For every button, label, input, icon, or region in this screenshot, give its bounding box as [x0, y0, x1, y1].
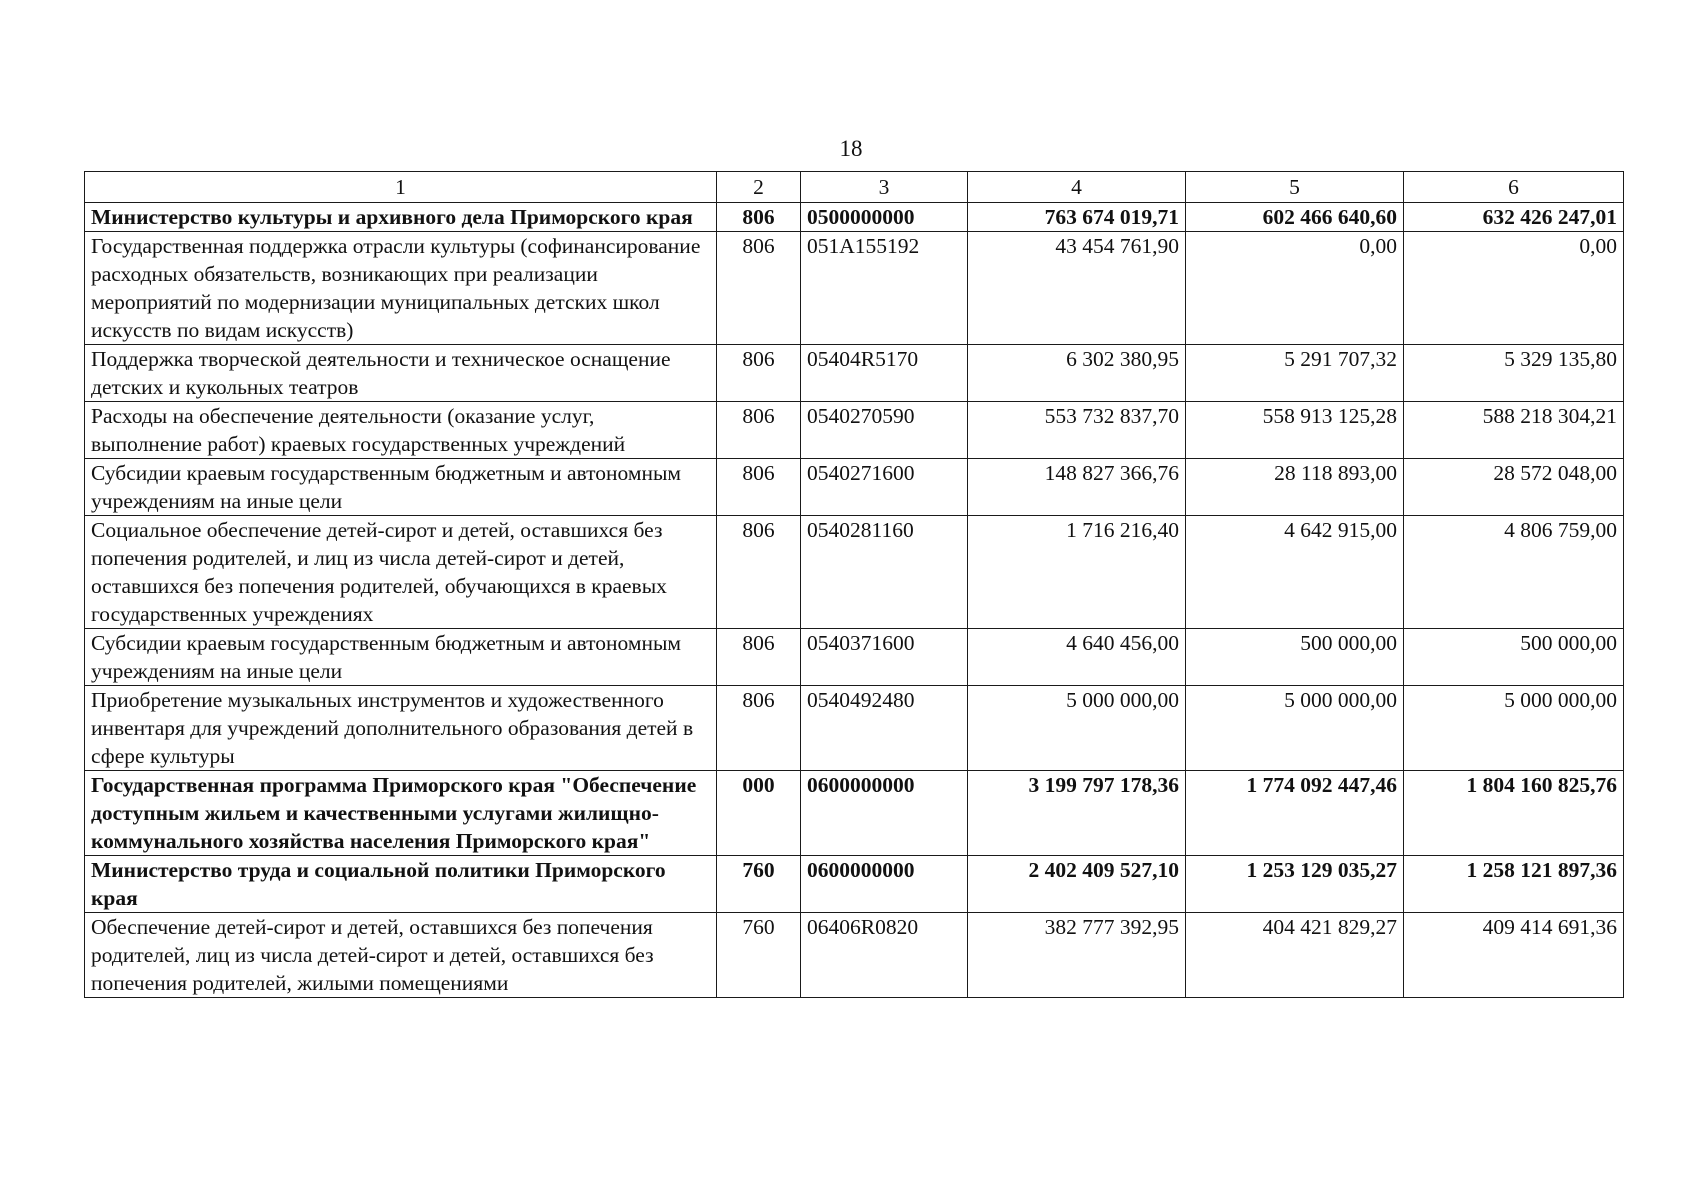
row-ved-code: 806 — [717, 203, 801, 232]
row-amount-year2: 602 466 640,60 — [1186, 203, 1404, 232]
row-ved-code: 760 — [717, 856, 801, 913]
row-amount-year1: 763 674 019,71 — [968, 203, 1186, 232]
row-amount-year2: 404 421 829,27 — [1186, 913, 1404, 998]
row-csr-code: 06406R0820 — [801, 913, 968, 998]
table-row — [85, 459, 1624, 516]
row-amount-year1: 2 402 409 527,10 — [968, 856, 1186, 913]
row-name: Субсидии краевым государственным бюджетным и автономным учреждениям на иные цели — [85, 629, 717, 686]
row-name: Министерство культуры и архивного дела Приморского края — [85, 203, 717, 232]
row-amount-year2: 4 642 915,00 — [1186, 516, 1404, 629]
row-amount-year2: 0,00 — [1186, 232, 1404, 345]
row-name: Приобретение музыкальных инструментов и художественного инвентаря для учреждений дополнительного образования детей в сфере культуры — [85, 686, 717, 771]
budget-table — [84, 171, 1624, 998]
row-csr-code: 0540281160 — [801, 516, 968, 629]
row-amount-year3: 28 572 048,00 — [1404, 459, 1624, 516]
row-name: Субсидии краевым государственным бюджетным и автономным учреждениям на иные цели — [85, 459, 717, 516]
row-amount-year1: 4 640 456,00 — [968, 629, 1186, 686]
table-row — [85, 771, 1624, 856]
row-ved-code: 806 — [717, 686, 801, 771]
row-ved-code: 760 — [717, 913, 801, 998]
row-amount-year3: 409 414 691,36 — [1404, 913, 1624, 998]
table-row — [85, 686, 1624, 771]
row-amount-year3: 588 218 304,21 — [1404, 402, 1624, 459]
row-ved-code: 000 — [717, 771, 801, 856]
row-name: Министерство труда и социальной политики Приморского края — [85, 856, 717, 913]
row-csr-code: 051A155192 — [801, 232, 968, 345]
row-ved-code: 806 — [717, 629, 801, 686]
header-cell: 1 — [85, 172, 717, 203]
row-name: Социальное обеспечение детей-сирот и детей, оставшихся без попечения родителей, и лиц из числа детей-сирот и детей, оставшихся без попечения родителей, обучающихся в краевых государственных учреждениях — [85, 516, 717, 629]
table-row — [85, 345, 1624, 402]
table-row — [85, 402, 1624, 459]
header-cell: 6 — [1404, 172, 1624, 203]
row-amount-year3: 500 000,00 — [1404, 629, 1624, 686]
row-amount-year2: 5 291 707,32 — [1186, 345, 1404, 402]
row-amount-year2: 1 253 129 035,27 — [1186, 856, 1404, 913]
row-csr-code: 0540271600 — [801, 459, 968, 516]
row-amount-year2: 28 118 893,00 — [1186, 459, 1404, 516]
row-amount-year3: 632 426 247,01 — [1404, 203, 1624, 232]
row-amount-year3: 1 258 121 897,36 — [1404, 856, 1624, 913]
row-ved-code: 806 — [717, 345, 801, 402]
row-csr-code: 0540371600 — [801, 629, 968, 686]
row-amount-year3: 5 000 000,00 — [1404, 686, 1624, 771]
header-cell: 5 — [1186, 172, 1404, 203]
row-amount-year1: 148 827 366,76 — [968, 459, 1186, 516]
row-name: Государственная поддержка отрасли культуры (софинансирование расходных обязательств, возникающих при реализации мероприятий по модернизации муниципальных детских школ искусств по видам искусств) — [85, 232, 717, 345]
row-amount-year2: 500 000,00 — [1186, 629, 1404, 686]
row-csr-code: 0600000000 — [801, 856, 968, 913]
row-amount-year3: 0,00 — [1404, 232, 1624, 345]
row-amount-year2: 1 774 092 447,46 — [1186, 771, 1404, 856]
table-row — [85, 232, 1624, 345]
row-amount-year1: 5 000 000,00 — [968, 686, 1186, 771]
table-row — [85, 516, 1624, 629]
table-row — [85, 203, 1624, 232]
header-cell: 4 — [968, 172, 1186, 203]
page-number: 18 — [839, 136, 863, 161]
row-amount-year1: 553 732 837,70 — [968, 402, 1186, 459]
header-cell: 2 — [717, 172, 801, 203]
row-name: Поддержка творческой деятельности и техническое оснащение детских и кукольных театров — [85, 345, 717, 402]
row-name: Государственная программа Приморского края "Обеспечение доступным жильем и качественными услугами жилищно-коммунального хозяйства населения Приморского края" — [85, 771, 717, 856]
row-amount-year2: 558 913 125,28 — [1186, 402, 1404, 459]
row-amount-year1: 1 716 216,40 — [968, 516, 1186, 629]
row-name: Расходы на обеспечение деятельности (оказание услуг, выполнение работ) краевых государственных учреждений — [85, 402, 717, 459]
row-amount-year3: 5 329 135,80 — [1404, 345, 1624, 402]
row-csr-code: 05404R5170 — [801, 345, 968, 402]
row-csr-code: 0540270590 — [801, 402, 968, 459]
row-amount-year2: 5 000 000,00 — [1186, 686, 1404, 771]
row-ved-code: 806 — [717, 516, 801, 629]
row-name: Обеспечение детей-сирот и детей, оставшихся без попечения родителей, лиц из числа детей-сирот и детей, оставшихся без попечения родителей, жилыми помещениями — [85, 913, 717, 998]
row-amount-year3: 1 804 160 825,76 — [1404, 771, 1624, 856]
table-row — [85, 913, 1624, 998]
row-amount-year3: 4 806 759,00 — [1404, 516, 1624, 629]
row-ved-code: 806 — [717, 232, 801, 345]
row-csr-code: 0500000000 — [801, 203, 968, 232]
row-csr-code: 0600000000 — [801, 771, 968, 856]
table-row — [85, 629, 1624, 686]
table-row — [85, 856, 1624, 913]
row-ved-code: 806 — [717, 402, 801, 459]
header-row — [85, 172, 1624, 203]
row-amount-year1: 3 199 797 178,36 — [968, 771, 1186, 856]
row-ved-code: 806 — [717, 459, 801, 516]
row-csr-code: 0540492480 — [801, 686, 968, 771]
row-amount-year1: 6 302 380,95 — [968, 345, 1186, 402]
row-amount-year1: 43 454 761,90 — [968, 232, 1186, 345]
row-amount-year1: 382 777 392,95 — [968, 913, 1186, 998]
header-cell: 3 — [801, 172, 968, 203]
